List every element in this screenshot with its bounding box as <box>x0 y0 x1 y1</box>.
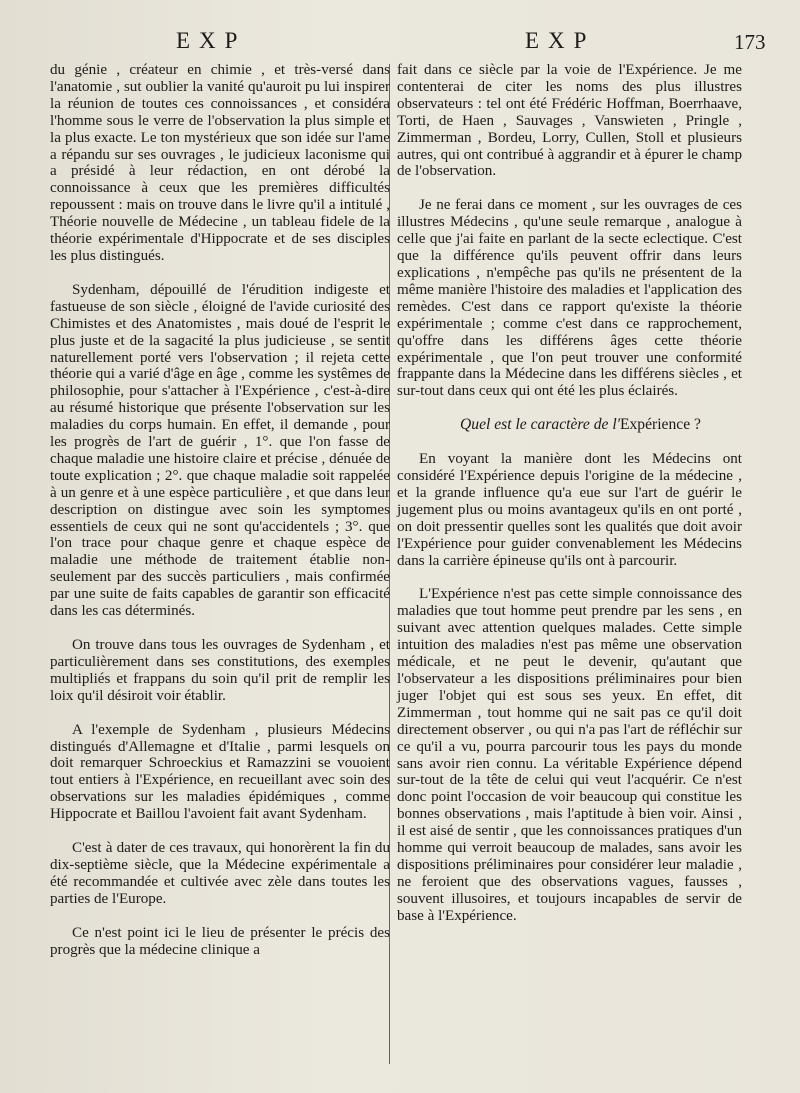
left-column <box>50 62 390 959</box>
paragraph: Ce n'est point ici le lieu de présenter le précis des progrès que la médecine clinique a <box>50 924 390 958</box>
paragraph: Je ne ferai dans ce moment , sur les ouvrages de ces illustres Médecins , qu'une seule remarque , analogue à celle que j'ai faite en parlant de la secte eclectique. C'est que la différence qu'ils peuvent offrir dans leurs explications , n'empêche pas qu'ils ne présentent de la même manière l'histoire des maladies et l'application des remèdes. C'est dans ce rapport qu'existe la théorie expérimentale ; comme c'est dans ce rapprochement, qu'offre dans les différens âges cette théorie expérimentale , que l'on peut trouver une conformité frappante dans la Médecine dans les différens siècles , et sur-tout dans ceux qui ont été les plus éclairés. <box>397 197 742 400</box>
paragraph: On trouve dans tous les ouvrages de Sydenham , et particulièrement dans ses constitutions, des exemples multipliés et frappans du soin qu'il prit de remplir les loix qu'il désiroit voir établir. <box>50 637 390 704</box>
paragraph: C'est à dater de ces travaux, qui honorèrent la fin du dix-septième siècle, que la Médecine expérimentale a été recommandée et cultivée avec zèle dans toutes les parties de l'Europe. <box>50 840 390 907</box>
paragraph: fait dans ce siècle par la voie de l'Expérience. Je me contenterai de citer les noms des plus illustres observateurs : tel ont été Frédéric Hoffman, Boerrhaave, Torti, de Haen , Sauvages , Vanswieten , Pringle , Zimmerman , Bordeu, Lorry, Cullen, Stoll et plusieurs autres, qui ont contribué à aggrandir et à épurer le champ de l'observation. <box>397 62 742 180</box>
question-italic: Quel est le caractère de l' <box>460 416 620 434</box>
running-header <box>0 28 800 58</box>
right-column <box>397 62 742 925</box>
paragraph: L'Expérience n'est pas cette simple connoissance des maladies que tout homme peut prendre par les sens , en suivant avec attention quelques malades. Cette simple intuition des maladies n'est pas même une observation médicale, et ne peut le devenir, qu'autant que l'observateur a les dispositions préliminaires pour bien juger l'objet qui est sous ses yeux. En effet, dit Zimmerman , tout homme qui ne sait pas ce qu'il doit directement observer , ou qui n'a pas l'art de réfléchir sur ce qu'il a vu, pourra parcourir tous les pays du monde sans avoir rien connu. La véritable Expérience dépend sur-tout de la tête de celui qui veut l'acquérir. Ce n'est donc point l'occasion de voir beaucoup qui constitue les bonnes observations , mais l'aptitude à bien voir. Ainsi , il est aisé de sentir , que les connoissances pratiques d'un homme qui verroit beaucoup de malades, sans avoir les dispositions préliminaires pour considérer leur maladie , ne feroient que des observations vagues, fausses , souvent illusoires, et toujours incapables de servir de base à l'Expérience. <box>397 586 742 924</box>
paragraph: Sydenham, dépouillé de l'érudition indigeste et fastueuse de son siècle , éloigné de l'avide curiosité des Chimistes et des Anatomistes , mais doué de l'esprit le plus juste et de la sagacité la plus judicieuse , se sentit naturellement porté vers l'observation ; il rejeta cette théorie qui a varié d'âge en âge , comme les systêmes de philosophie, pour s'attacher à l'Expérience , c'est-à-dire au résumé historique que présente l'observation sur les maladies du corps humain. En effet, il demande , pour les progrès de l'art de guérir , 1°. que l'on fasse de chaque maladie une histoire claire et précise , dénuée de toute explication ; 2°. que chaque maladie soit rappelée à un genre et à une espèce particulière , et que dans leur description on distingue avec soin les symptomes essentiels de ceux qui ne sont qu'accidentels ; 3°. que l'on trace pour chaque genre et chaque espèce de maladie une méthode de traitement établie non-seulement par des succès particuliers , mais confirmée par une suite de faits capables de garantir son efficacité dans les cas déterminés. <box>50 281 390 620</box>
paragraph: A l'exemple de Sydenham , plusieurs Médecins distingués d'Allemagne et d'Italie , parmi lesquels on doit remarquer Schroeckius et Ramazzini se vouoient tout entiers à l'Expérience, en recueillant avec soin des observations sur les maladies épidémiques , comme Hippocrate et Baillou l'avoient fait avant Sydenham. <box>50 721 390 823</box>
paragraph: En voyant la manière dont les Médecins ont considéré l'Expérience depuis l'origine de la médecine , et la grande influence qu'a eue sur l'art de guérir le jugement plus ou moins avantageux qu'ils en ont porté , on doit pressentir quelles sont les qualités que doit avoir l'Expérience pour guider convenablement les Médecins dans la carrière épineuse qu'ils ont à parcourir. <box>397 451 742 569</box>
paragraph: du génie , créateur en chimie , et très-versé dans l'anatomie , sut oublier la vanité qu'auroit pu lui inspirer la réunion de toutes ces connoissances , et considéra l'homme sous le verre de l'observation la plus simple et la plus exacte. Le ton mystérieux que son idée sur l'ame a répandu sur ses ouvrages , le judicieux laconisme qui a présidé à leur rédaction, en ont dérobé la connoissance à ceux que les premières difficultés repoussent : mais on trouve dans le livre qu'il a intitulé , Théorie nouvelle de Médecine , un tableau fidele de la théorie expérimentale d'Hippocrate et de ses disciples les plus distingués. <box>50 62 390 264</box>
question-normal: Expérience ? <box>619 416 701 434</box>
header-right-title: EXP <box>525 28 596 53</box>
header-left-title: EXP <box>176 28 247 53</box>
page-number: 173 <box>734 30 766 54</box>
section-question <box>397 417 742 434</box>
